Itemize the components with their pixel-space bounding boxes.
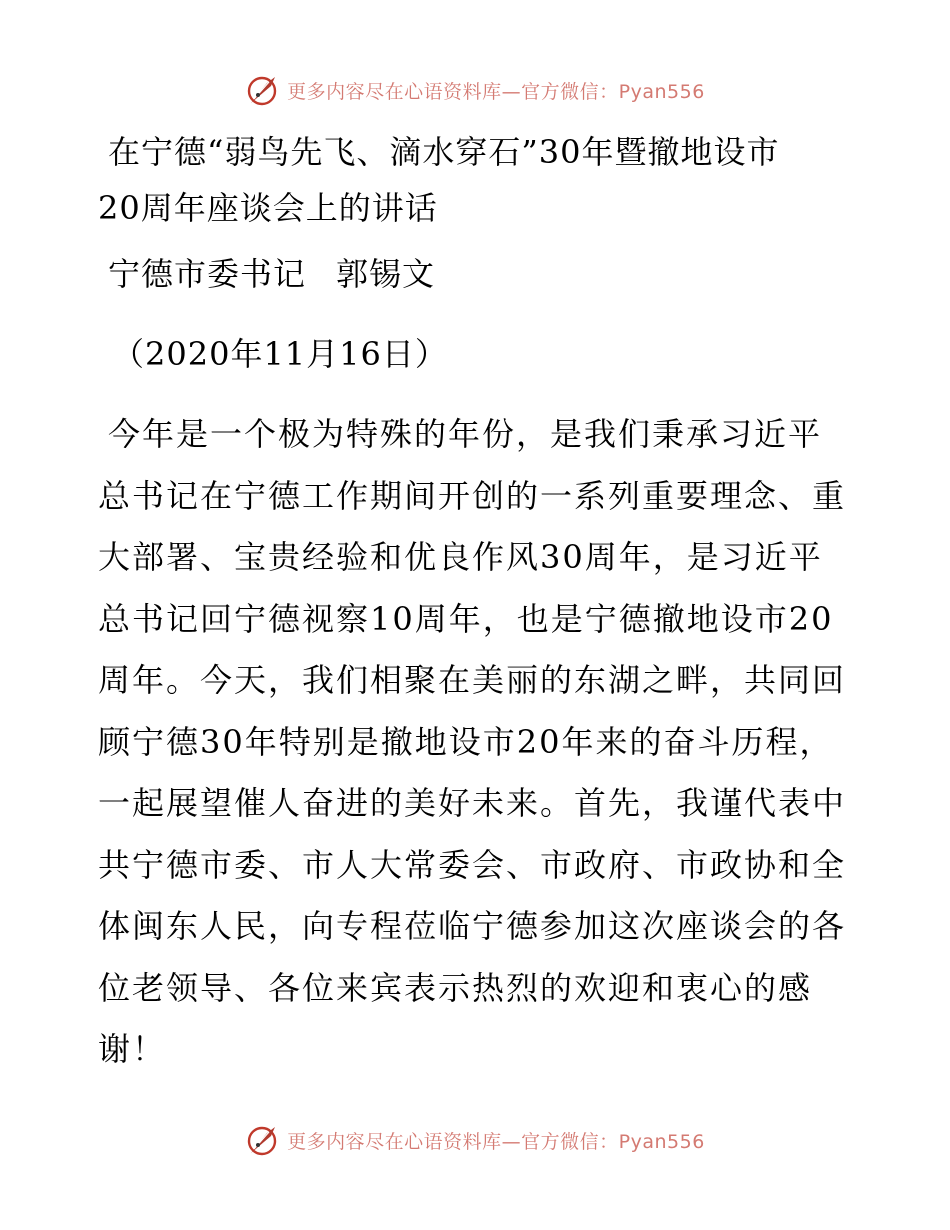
feather-pen-circle-icon (245, 73, 281, 107)
document-title-line-2: 20周年座谈会上的讲话 (98, 189, 438, 227)
author-role: 宁德市委书记 (108, 255, 307, 293)
paragraph-line: 总书记在宁德工作期间开创的一系列重要理念、重 (98, 476, 847, 515)
header-watermark (0, 70, 950, 110)
document-title-line-1: 在宁德“弱鸟先飞、滴水穿石”30年暨撤地设市 (108, 133, 780, 171)
paragraph-line: 今年是一个极为特殊的年份，是我们秉承习近平 (108, 415, 823, 453)
paragraph-line: 顾宁德30年特别是撤地设市20年来的奋斗历程， (98, 722, 834, 761)
watermark-text: 更多内容尽在心语资料库—官方微信：Pyan556 (287, 80, 705, 103)
watermark-text: 更多内容尽在心语资料库—官方微信：Pyan556 (287, 1130, 705, 1153)
paragraph-line: 一起展望催人奋进的美好未来。首先，我谨代表中 (98, 784, 847, 822)
paragraph-line: 周年。今天，我们相聚在美丽的东湖之畔，共同回 (98, 661, 847, 699)
feather-pen-circle-icon (245, 1123, 281, 1157)
paragraph-line: 体闽东人民，向专程莅临宁德参加这次座谈会的各 (98, 907, 847, 945)
author-name: 郭锡文 (336, 255, 436, 293)
speech-paragraph (98, 404, 858, 1081)
speech-date: （2020年11月16日） (112, 335, 448, 373)
paragraph-line: 位老领导、各位来宾表示热烈的欢迎和衷心的感 (98, 968, 813, 1007)
paragraph-line: 谢！ (98, 1030, 167, 1068)
paragraph-line: 总书记回宁德视察10周年，也是宁德撤地设市20 (98, 599, 834, 638)
footer-watermark (0, 1120, 950, 1160)
paragraph-line: 共宁德市委、市人大常委会、市政府、市政协和全 (98, 845, 847, 884)
paragraph-line: 大部署、宝贵经验和优良作风30周年，是习近平 (98, 538, 823, 576)
author-line (108, 250, 435, 298)
